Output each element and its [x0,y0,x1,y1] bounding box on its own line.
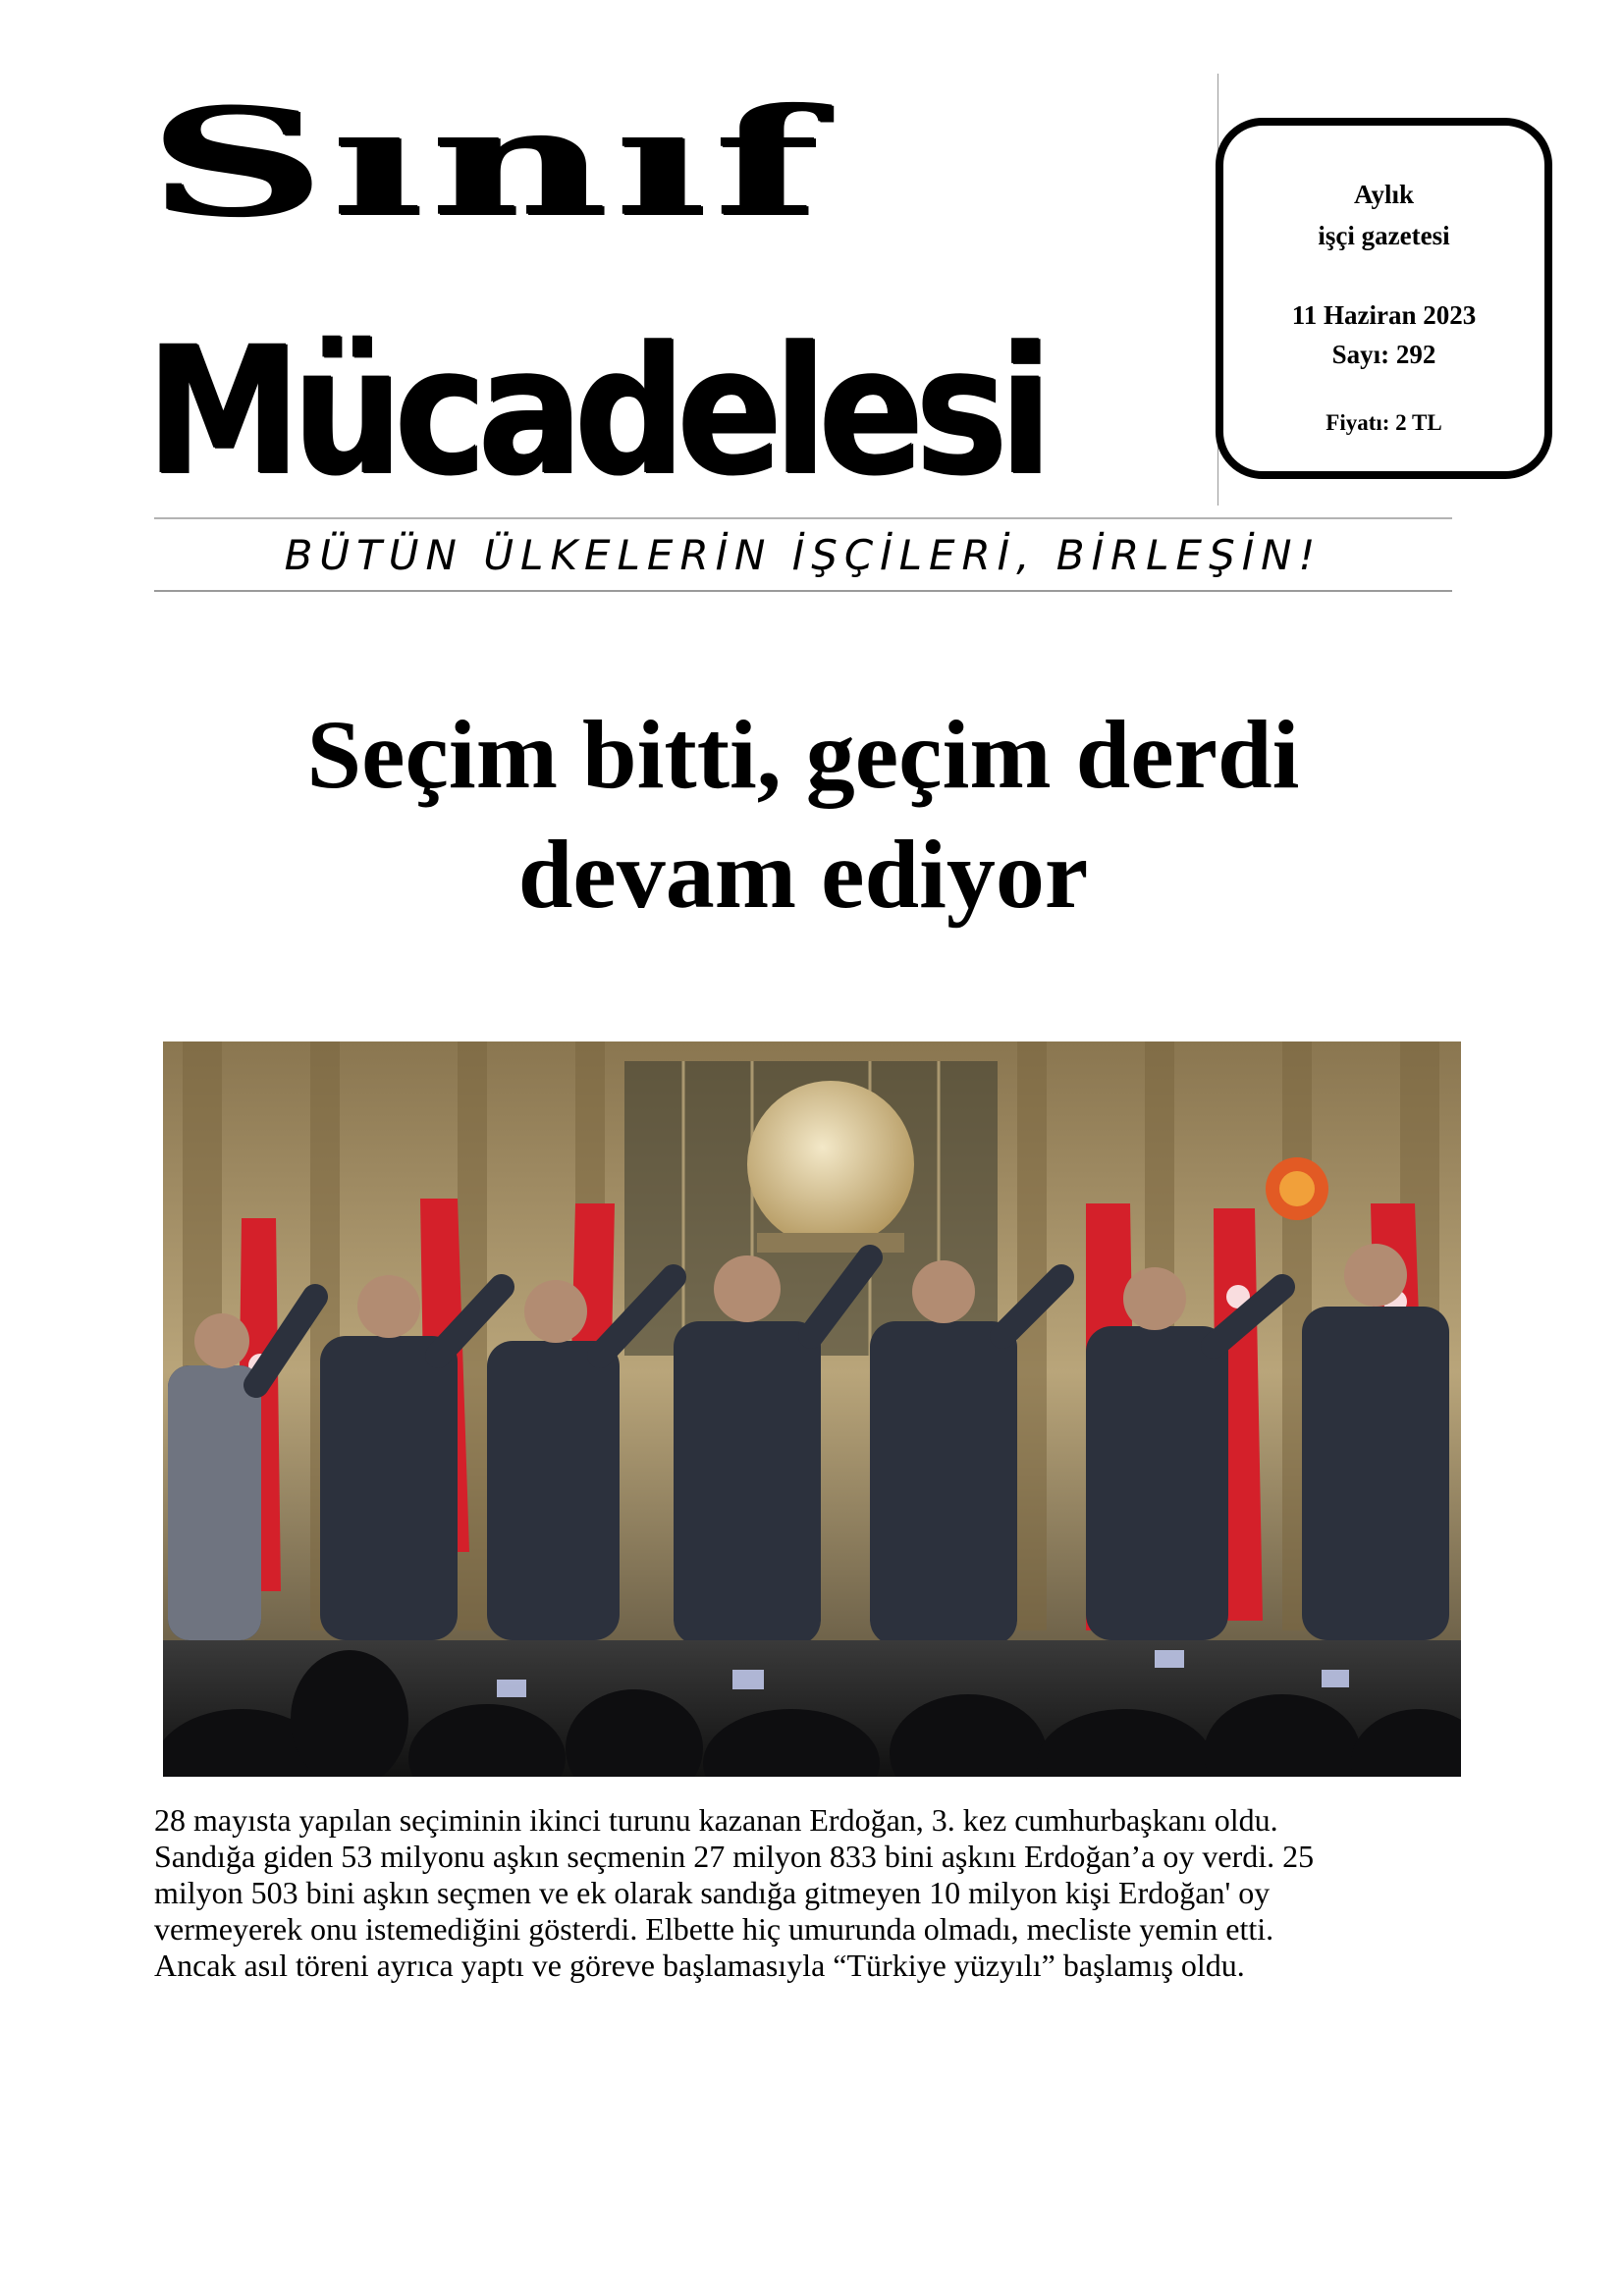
lead-line: 28 mayısta yapılan seçiminin ikinci turunu kazanan Erdoğan, 3. kez cumhurbaşkanı oldu. [154,1802,1278,1838]
lead-line: Sandığa giden 53 milyonu aşkın seçmenin 27 milyon 833 bini aşkını Erdoğan’a oy verdi. 25 [154,1839,1315,1874]
publication-type-label: işçi gazetesi [1318,221,1450,250]
lead-line: milyon 503 bini aşkın seçmen ve ek olarak sandığa gitmeyen 10 milyon kişi Erdoğan' oy [154,1875,1271,1910]
masthead-title-sinif: Sınıf [147,75,825,249]
issue-info-box [1216,118,1552,479]
masthead-title-mucadelesi: Mücadelesi [145,309,1044,514]
issue-price: Fiyatı: 2 TL [1325,410,1442,435]
front-page-photo [163,1041,1461,1777]
lead-paragraph [154,1802,1460,1984]
lead-line: vermeyerek onu istemediğini gösterdi. Elbette hiç umurunda olmadı, mecliste yemin etti. [154,1911,1274,1947]
slogan-rule-bottom [154,590,1452,592]
issue-number: Sayı: 292 [1331,340,1436,369]
masthead-slogan: BÜTÜN ÜLKELERİN İŞÇİLERİ, BİRLEŞİN! [284,531,1323,579]
front-page-headline [154,695,1452,934]
slogan-rule-top [154,517,1452,519]
lead-line: Ancak asıl töreni ayrıca yaptı ve göreve başlamasıyla “Türkiye yüzyılı” başlamış oldu. [154,1948,1245,1983]
headline-line-2: devam ediyor [517,820,1089,929]
issue-date: 11 Haziran 2023 [1291,300,1477,330]
headline-line-1: Seçim bitti, geçim derdi [306,700,1300,809]
frequency-label: Aylık [1353,180,1414,209]
